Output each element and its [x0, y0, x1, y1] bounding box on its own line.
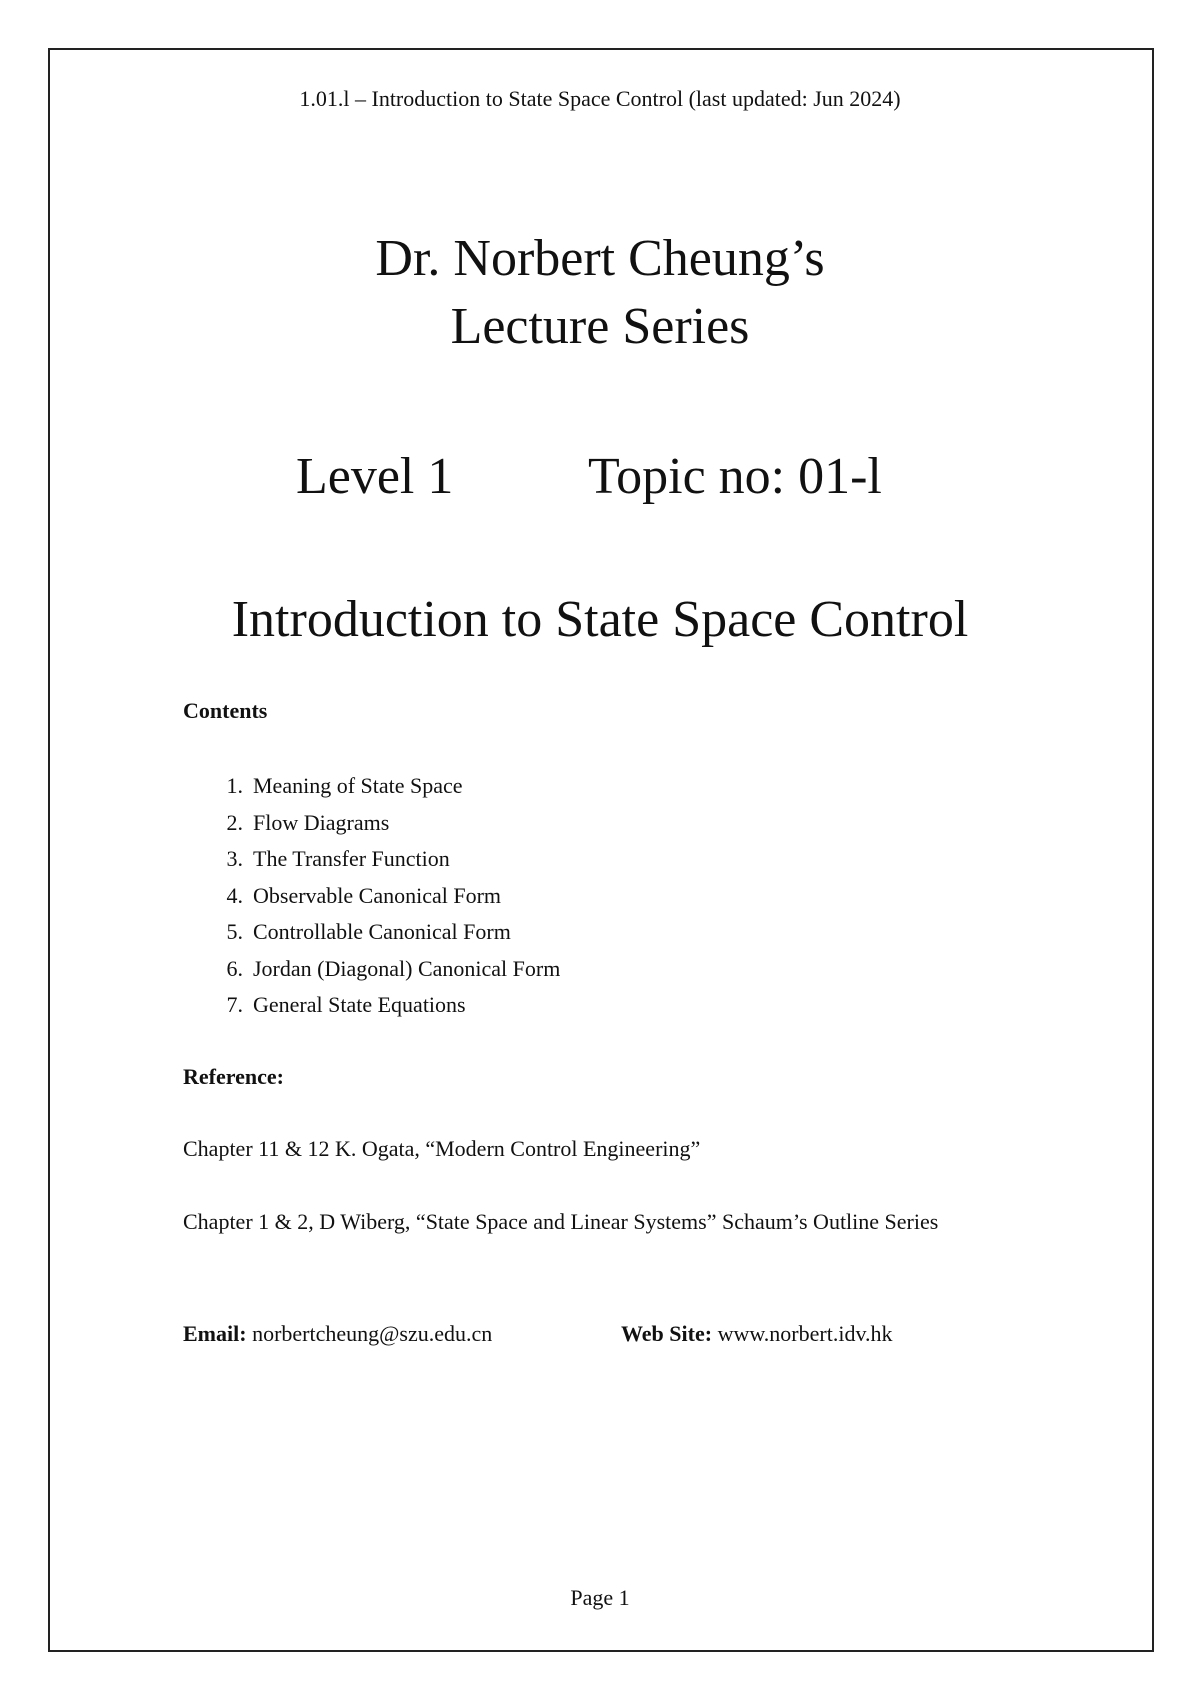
contents-item-label: Jordan (Diagonal) Canonical Form	[253, 955, 561, 981]
website-label: Web Site:	[621, 1321, 713, 1346]
contents-item-label: Observable Canonical Form	[253, 882, 502, 908]
reference-item-wiberg: Chapter 1 & 2, D Wiberg, “State Space and Linear Systems” Schaum’s Outline Series	[183, 1209, 939, 1234]
level-topic-line	[0, 447, 1200, 509]
contents-item	[183, 951, 560, 988]
email-link[interactable]: norbertcheung@szu.edu.cn	[252, 1321, 493, 1346]
contents-item	[183, 805, 560, 842]
contents-item-number: 2.	[226, 809, 243, 835]
contents-item-number: 4.	[226, 882, 243, 908]
contents-item-number: 7.	[226, 992, 243, 1017]
series-title-line-1: Dr. Norbert Cheung’s	[375, 230, 825, 287]
website-block	[621, 1321, 893, 1347]
contact-line	[183, 1321, 1083, 1351]
contents-item-label: Flow Diagrams	[253, 809, 390, 835]
level-label: Level 1	[296, 448, 454, 505]
contents-list	[183, 768, 560, 1024]
website-link[interactable]: www.norbert.idv.hk	[717, 1321, 893, 1346]
series-title-line-2: Lecture Series	[450, 298, 750, 355]
contents-item	[183, 914, 560, 951]
contents-heading: Contents	[183, 698, 268, 723]
document-title: Introduction to State Space Control	[231, 591, 969, 648]
contents-item	[183, 768, 560, 805]
contents-item-label: The Transfer Function	[253, 846, 450, 871]
contents-item-number: 3.	[226, 846, 243, 871]
page-number: Page 1	[570, 1585, 630, 1610]
reference-item-ogata: Chapter 11 & 12 K. Ogata, “Modern Control Engineering”	[183, 1136, 701, 1161]
contents-item-number: 1.	[226, 773, 243, 798]
series-title	[0, 225, 1200, 361]
contents-item	[183, 841, 560, 878]
contents-item-number: 6.	[226, 955, 243, 981]
email-block	[183, 1321, 492, 1347]
running-header: 1.01.l – Introduction to State Space Control (last updated: Jun 2024)	[299, 86, 901, 111]
topic-number: Topic no: 01-l	[588, 448, 882, 505]
contents-item-number: 5.	[226, 919, 243, 944]
contents-item	[183, 878, 560, 915]
reference-heading: Reference:	[183, 1064, 284, 1089]
email-label: Email:	[183, 1321, 247, 1346]
contents-item-label: General State Equations	[253, 992, 466, 1017]
contents-item	[183, 987, 560, 1024]
contents-item-label: Controllable Canonical Form	[253, 919, 511, 944]
contents-item-label: Meaning of State Space	[253, 773, 463, 798]
